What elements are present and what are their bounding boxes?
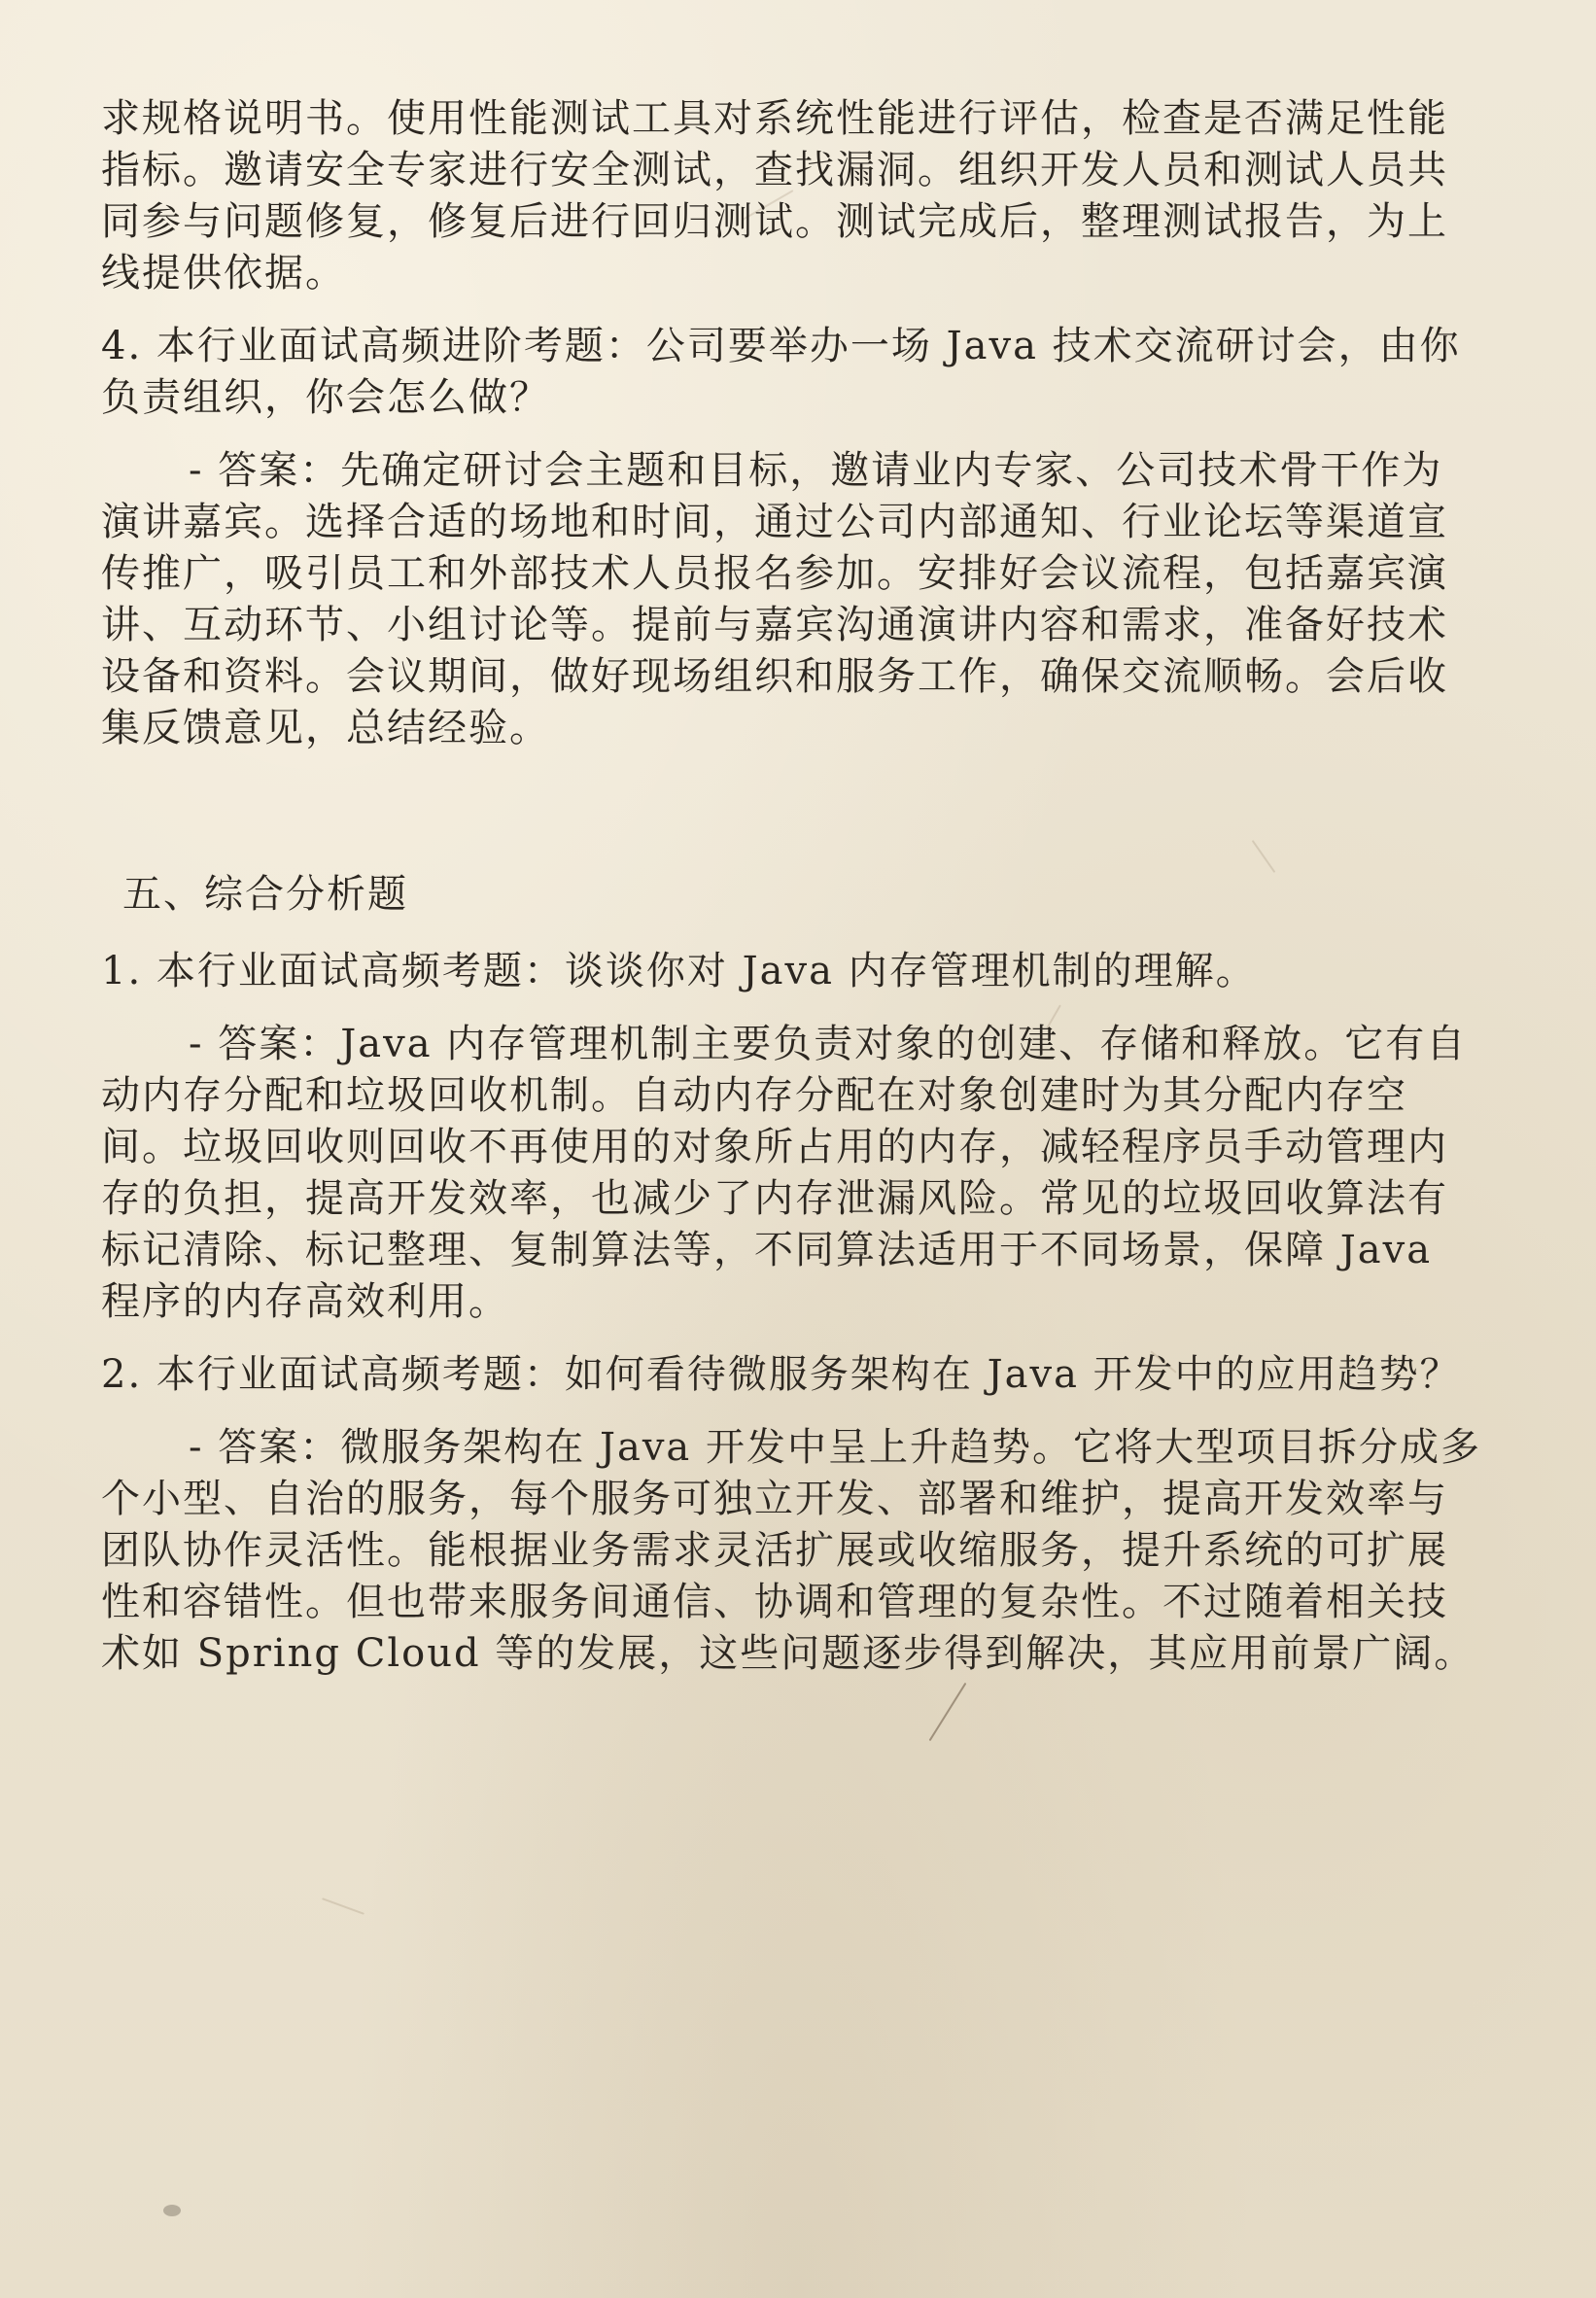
- answer-4-text: - 答案：先确定研讨会主题和目标，邀请业内专家、公司技术骨干作为演讲嘉宾。选择合适的场地和时间，通过公司内部通知、行业论坛等渠道宣传推广，吸引员工和外部技术人员报名参加。安排好会议流程，包括嘉宾演讲、互动环节、小组讨论等。提前与嘉宾沟通演讲内容和需求，准备好技术设备和资料。会议期间，做好现场组织和服务工作，确保交流顺畅。会后收集反馈意见，总结经验。: [101, 448, 1448, 750]
- question-4-text: 4. 本行业面试高频进阶考题：公司要举办一场 Java 技术交流研讨会，由你负责组织，你会怎么做？: [101, 324, 1461, 420]
- paragraph-testing-continuation: 求规格说明书。使用性能测试工具对系统性能进行评估，检查是否满足性能指标。邀请安全专家进行安全测试，查找漏洞。组织开发人员和测试人员共同参与问题修复，修复后进行回归测试。测试完成后，整理测试报告，为上线提供依据。: [101, 96, 1448, 296]
- answer-1-text: - 答案：Java 内存管理机制主要负责对象的创建、存储和释放。它有自动内存分配和垃圾回收机制。自动内存分配在对象创建时为其分配内存空间。垃圾回收则回收不再使用的对象所占用的内存，减轻程序员手动管理内存的负担，提高开发效率，也减少了内存泄漏风险。常见的垃圾回收算法有标记清除、标记整理、复制算法等，不同算法适用于不同场景，保障 Java 程序的内存高效利用。: [101, 1022, 1468, 1324]
- section-heading: 五、综合分析题: [122, 872, 408, 917]
- document-body: [101, 93, 1481, 1701]
- paper-spot: [163, 2205, 181, 2216]
- paper-fiber: [322, 1898, 364, 1915]
- question-1-text: 1. 本行业面试高频考题：谈谈你对 Java 内存管理机制的理解。: [101, 949, 1257, 993]
- answer-2-text: - 答案：微服务架构在 Java 开发中呈上升趋势。它将大型项目拆分成多个小型、自治的服务，每个服务可独立开发、部署和维护，提高开发效率与团队协作灵活性。能根据业务需求灵活扩展或收缩服务，提升系统的可扩展性和容错性。但也带来服务间通信、协调和管理的复杂性。不过随着相关技术如 Spring Cloud 等的发展，这些问题逐步得到解决，其应用前景广阔。: [101, 1425, 1481, 1676]
- question-2-text: 2. 本行业面试高频考题：如何看待微服务架构在 Java 开发中的应用趋势？: [101, 1352, 1461, 1397]
